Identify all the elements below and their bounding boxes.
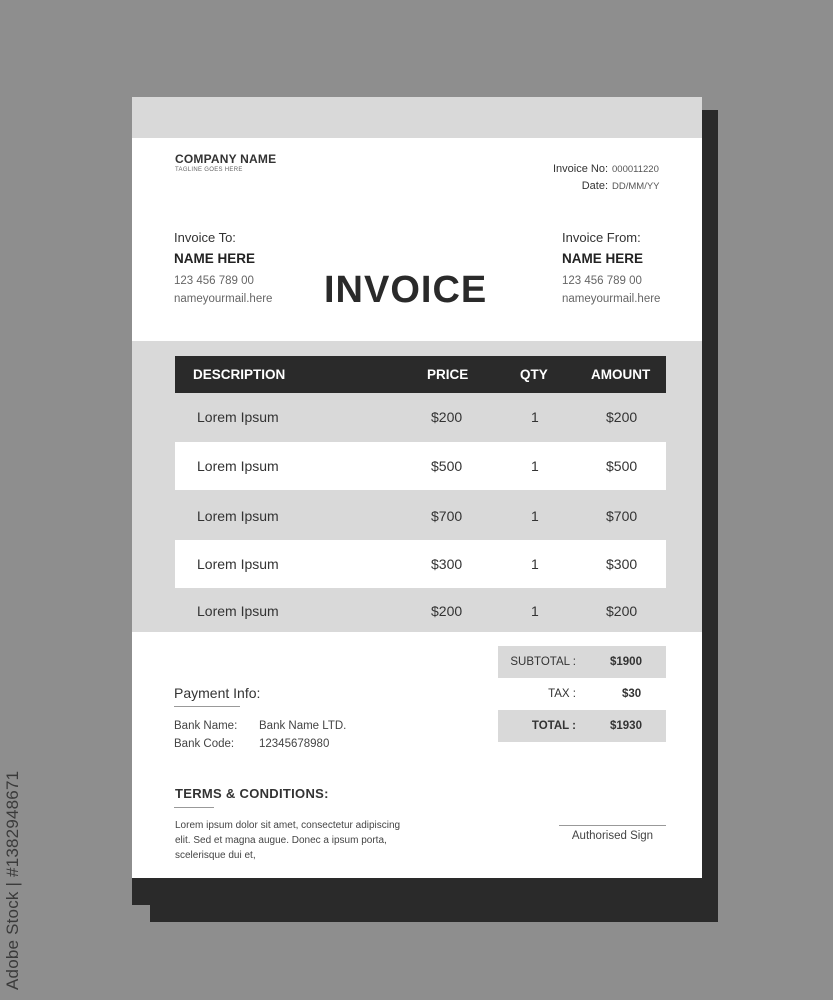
invoice-no-label: Invoice No: (552, 163, 608, 175)
invoice-from (562, 230, 660, 306)
invoice-to (174, 230, 272, 306)
row-qty: 1 (531, 556, 539, 572)
table-row (175, 393, 666, 441)
total-value: $1930 (610, 720, 642, 732)
total-row (498, 710, 666, 742)
invoice-to-email: nameyourmail.here (174, 293, 273, 305)
signature-label: Authorised Sign (571, 830, 654, 842)
invoice-meta (553, 161, 666, 195)
bank-code-label: Bank Code: (174, 738, 235, 750)
tax-label: TAX : (548, 688, 576, 700)
payment-info-title: Payment Info: (174, 685, 261, 701)
date-label: Date: (581, 180, 608, 192)
row-description: Lorem Ipsum (197, 508, 279, 524)
bank-name-label: Bank Name: (174, 720, 238, 732)
table-row (175, 587, 666, 635)
invoice-no-value: 000011220 (612, 164, 659, 175)
company-name: COMPANY NAME (175, 152, 277, 166)
bank-details (174, 717, 346, 753)
company-tagline: TAGLINE GOES HERE (175, 167, 243, 173)
invoice-to-label: Invoice To: (174, 230, 236, 245)
row-price: $300 (431, 556, 463, 572)
tax-value: $30 (622, 688, 642, 700)
row-description: Lorem Ipsum (197, 409, 279, 425)
table-header (175, 356, 666, 393)
invoice-title: INVOICE (324, 269, 488, 311)
bottom-band (132, 878, 702, 905)
invoice-page (132, 97, 702, 905)
table-row (175, 442, 666, 490)
row-price: $700 (431, 508, 463, 524)
terms-text: Lorem ipsum dolor sit amet, consectetur adipiscing elit. Sed et magna augue. Donec a ipsum porta, scelerisque dui et, (175, 820, 401, 861)
row-price: $200 (431, 409, 463, 425)
invoice-from-phone: 123 456 789 00 (562, 275, 642, 287)
total-label: TOTAL : (531, 720, 576, 732)
bank-code-value: 12345678980 (259, 738, 330, 750)
header-description: DESCRIPTION (193, 367, 286, 382)
totals-block (498, 646, 666, 742)
row-price: $500 (431, 458, 463, 474)
header-price: PRICE (427, 367, 469, 382)
row-description: Lorem Ipsum (197, 556, 279, 572)
tax-row (498, 678, 666, 710)
row-amount: $200 (606, 409, 638, 425)
row-qty: 1 (531, 603, 539, 619)
row-amount: $300 (606, 556, 638, 572)
row-description: Lorem Ipsum (197, 603, 279, 619)
terms-title: TERMS & CONDITIONS: (175, 786, 329, 801)
row-qty: 1 (531, 508, 539, 524)
row-amount: $200 (606, 603, 638, 619)
header-qty: QTY (520, 367, 548, 382)
top-band (132, 97, 702, 138)
row-price: $200 (431, 603, 463, 619)
table-row (175, 492, 666, 540)
invoice-from-email: nameyourmail.here (562, 293, 661, 305)
invoice-from-name: NAME HERE (562, 251, 644, 266)
subtotal-label: SUBTOTAL : (510, 656, 576, 668)
header-amount: AMOUNT (591, 367, 651, 382)
table-row (175, 540, 666, 588)
signature-line (559, 825, 666, 826)
row-qty: 1 (531, 458, 539, 474)
bank-name-value: Bank Name LTD. (259, 720, 347, 732)
payment-divider (174, 706, 240, 707)
date-value: DD/MM/YY (612, 181, 660, 192)
terms-divider (174, 807, 214, 808)
subtotal-value: $1900 (610, 656, 642, 668)
stock-credit: Adobe Stock | #1382948671 (3, 770, 22, 990)
invoice-to-name: NAME HERE (174, 251, 256, 266)
row-amount: $700 (606, 508, 638, 524)
row-description: Lorem Ipsum (197, 458, 279, 474)
subtotal-row (498, 646, 666, 678)
row-qty: 1 (531, 409, 539, 425)
row-amount: $500 (606, 458, 638, 474)
invoice-from-label: Invoice From: (562, 230, 641, 245)
invoice-to-phone: 123 456 789 00 (174, 275, 254, 287)
